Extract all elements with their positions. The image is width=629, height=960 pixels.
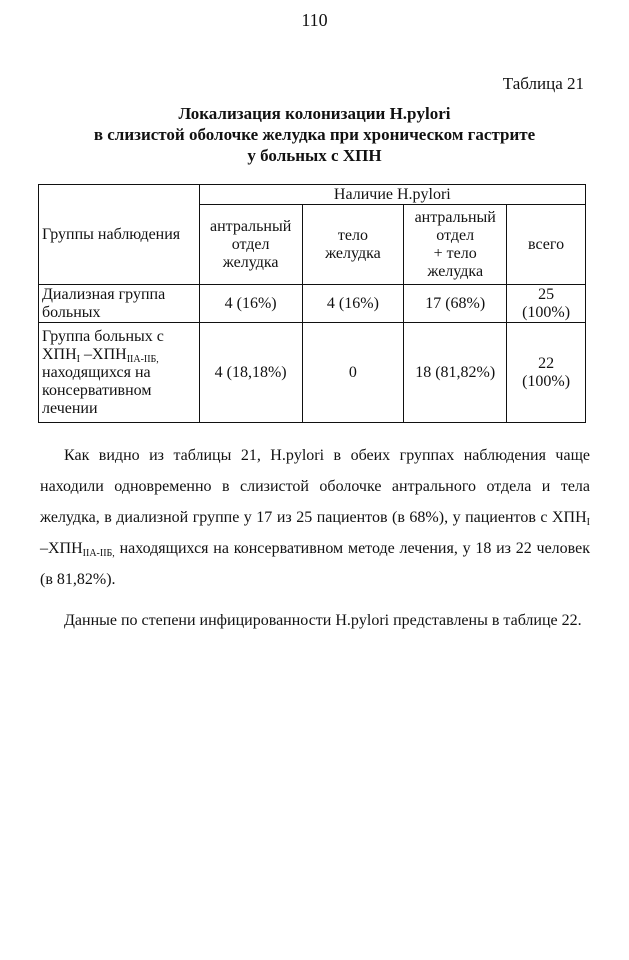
data-table <box>38 184 586 423</box>
header-antral-body-line: + тело <box>433 244 477 262</box>
row1-group-line: больных <box>42 303 101 321</box>
header-antral-body <box>404 205 507 285</box>
row1-group-line: Диализная группа <box>42 285 166 303</box>
table-row <box>39 285 586 323</box>
row1-total-line: 25 <box>538 285 555 303</box>
table-title <box>40 103 589 166</box>
header-antral-body-line: антральный <box>414 208 496 226</box>
page-number: 110 <box>301 10 328 30</box>
header-body-line: тело <box>337 226 368 244</box>
row2-group-line: находящихся на <box>42 363 151 381</box>
row1-antral: 4 (16%) <box>199 285 302 323</box>
row1-body: 4 (16%) <box>302 285 404 323</box>
paragraph-1-text: –ХПН <box>40 540 83 557</box>
row2-antral-body: 18 (81,82%) <box>404 323 507 423</box>
header-antral-body-line: желудка <box>427 262 484 280</box>
title-line-1: Локализация колонизации H.pylori <box>178 104 451 123</box>
header-antral-line: антральный <box>210 217 292 235</box>
header-antral-line: желудка <box>222 253 279 271</box>
row1-group <box>39 285 200 323</box>
row1-antral-body: 17 (68%) <box>404 285 507 323</box>
row2-body: 0 <box>302 323 404 423</box>
header-groups: Группы наблюдения <box>39 185 200 285</box>
paragraph-1 <box>40 440 590 595</box>
row1-total <box>507 285 586 323</box>
row2-group-line <box>42 346 197 364</box>
header-body <box>302 205 404 285</box>
row2-group <box>39 323 200 423</box>
row2-group-text: ХПН <box>42 345 77 363</box>
table-row <box>39 323 586 423</box>
row1-total-line: (100%) <box>522 303 571 321</box>
paragraph-1-subscript: IIА-IIБ, <box>82 548 115 559</box>
paragraph-1-subscript: I <box>586 517 590 528</box>
title-line-2: в слизистой оболочке желудка при хроническом гастрите <box>93 125 536 144</box>
row2-antral: 4 (18,18%) <box>199 323 302 423</box>
row2-total <box>507 323 586 423</box>
header-presence: Наличие H.pylori <box>199 185 585 205</box>
row2-total-line: (100%) <box>522 372 571 390</box>
row2-total-line: 22 <box>538 354 555 372</box>
paragraph-1-text: Как видно из таблицы 21, H.pylori в обеих группах наблюдения чаще находили одновременно в слизистой оболочке антрального отдела и тела желудка, в диализной группе у 17 из 25 пациентов (в 68%), у пациентов с ХПН <box>40 447 590 526</box>
header-antral <box>199 205 302 285</box>
row2-group-text: –ХПН <box>80 345 127 363</box>
paragraph-2: Данные по степени инфицированности H.pylori представлены в таблице 22. <box>64 612 582 629</box>
row2-group-subscript: I <box>76 353 81 365</box>
table-label: Таблица 21 <box>502 74 584 93</box>
paragraph-1-text: находящихся на консервативном методе лечения, у 18 из 22 человек (в 81,82%). <box>40 540 590 588</box>
header-antral-line: отдел <box>231 235 270 253</box>
row2-group-line: лечении <box>42 399 98 417</box>
header-body-line: желудка <box>325 244 381 262</box>
body-text <box>40 440 590 636</box>
header-total: всего <box>507 205 586 285</box>
title-line-3: у больных с ХПН <box>247 146 382 165</box>
row2-group-line: консервативном <box>42 381 152 399</box>
row2-group-line: Группа больных с <box>42 327 164 345</box>
row2-group-subscript: IIА-IIБ, <box>126 353 159 365</box>
header-antral-body-line: отдел <box>436 226 475 244</box>
